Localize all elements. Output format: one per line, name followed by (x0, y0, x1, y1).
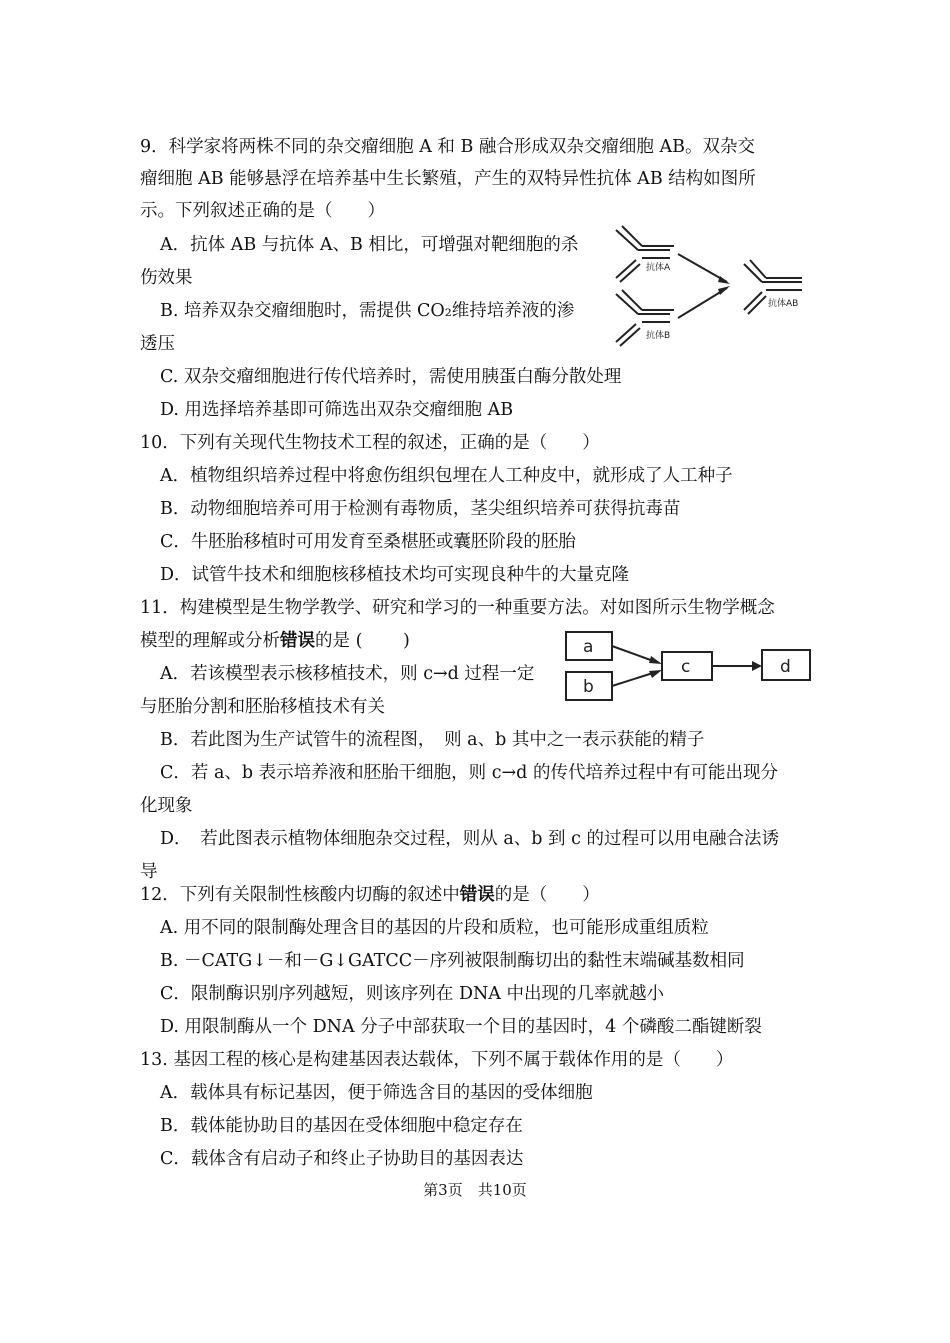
antibody-diagram (612, 222, 812, 352)
q11-option-a-line1: A．若该模型表示核移植技术，则 c→d 过程一定 (160, 664, 535, 684)
q12-option-b: B. －CATG↓－和－G↓GATCC－序列被限制酶切出的黏性末端碱基数相同 (160, 951, 745, 971)
q9-option-b-line2: 透压 (140, 334, 175, 354)
q9-option-c: C. 双杂交瘤细胞进行传代培养时，需使用胰蛋白酶分散处理 (160, 367, 622, 387)
box-c-label: c (681, 657, 691, 677)
q11-stem-post: 的是 ( ) (315, 631, 410, 651)
q11-option-c-line2: 化现象 (140, 796, 193, 816)
label-antibody-ab: 抗体AB (768, 299, 799, 309)
q10-option-c: C．牛胚胎移植时可用发育至桑椹胚或囊胚阶段的胚胎 (160, 532, 576, 552)
page-footer: 第3页 共10页 (423, 1181, 527, 1199)
q11-option-b: B．若此图为生产试管牛的流程图， 则 a、b 其中之一表示获能的精子 (160, 730, 705, 750)
q13-option-c: C．载体含有启动子和终止子协助目的基因表达 (160, 1149, 524, 1169)
concept-model-diagram (562, 628, 814, 706)
q12-stem (140, 883, 600, 907)
q11-option-c-line1: C．若 a、b 表示培养液和胚胎干细胞，则 c→d 的传代培养过程中有可能出现分 (160, 763, 778, 783)
q11-option-d-line1: D． 若此图表示植物体细胞杂交过程，则从 a、b 到 c 的过程可以用电融合法诱 (160, 829, 779, 849)
q13-option-b: B．载体能协助目的基因在受体细胞中稳定存在 (160, 1116, 523, 1136)
q11-option-a-line2: 与胚胎分割和胚胎移植技术有关 (140, 697, 385, 717)
q9-option-b-line1: B. 培养双杂交瘤细胞时，需提供 CO₂维持培养液的渗 (160, 301, 575, 321)
q10-stem: 10．下列有关现代生物技术工程的叙述，正确的是（ ） (140, 433, 600, 453)
q9-stem-line3: 示。下列叙述正确的是（ ） (140, 201, 385, 221)
q9-option-a-line2: 伤效果 (140, 268, 193, 288)
q9-stem-line1: 9．科学家将两株不同的杂交瘤细胞 A 和 B 融合形成双杂交瘤细胞 AB。双杂交 (140, 137, 755, 157)
q11-stem-emphasis: 错误 (280, 631, 315, 651)
q9-option-d: D. 用选择培养基即可筛选出双杂交瘤细胞 AB (160, 400, 514, 420)
q13-stem: 13. 基因工程的核心是构建基因表达载体，下列不属于载体作用的是（ ） (140, 1050, 734, 1070)
q10-option-a: A．植物组织培养过程中将愈伤组织包埋在人工种皮中，就形成了人工种子 (160, 466, 733, 486)
label-antibody-b: 抗体B (646, 331, 671, 341)
q11-stem-pre: 模型的理解或分析 (140, 631, 280, 651)
q10-option-b: B．动物细胞培养可用于检测有毒物质，茎尖组织培养可获得抗毒苗 (160, 499, 681, 519)
q12-option-a: A. 用不同的限制酶处理含目的基因的片段和质粒，也可能形成重组质粒 (160, 918, 709, 938)
q11-stem-line2 (140, 629, 410, 653)
box-a-label: a (583, 637, 594, 657)
box-d-label: d (780, 657, 791, 677)
q11-option-d-line2: 导 (140, 862, 158, 882)
q10-option-d: D．试管牛技术和细胞核移植技术均可实现良种牛的大量克隆 (160, 565, 630, 585)
label-antibody-a: 抗体A (646, 263, 671, 273)
q12-option-d: D. 用限制酶从一个 DNA 分子中部获取一个目的基因时，4 个磷酸二酯键断裂 (160, 1017, 762, 1037)
q12-stem-post: 的是（ ） (494, 885, 600, 905)
q13-option-a: A．载体具有标记基因，便于筛选含目的基因的受体细胞 (160, 1083, 593, 1103)
q12-option-c: C．限制酶识别序列越短，则该序列在 DNA 中出现的几率就越小 (160, 984, 664, 1004)
q12-stem-pre: 12．下列有关限制性核酸内切酶的叙述中 (140, 885, 460, 905)
box-b-label: b (583, 677, 594, 697)
q11-stem-line1: 11．构建模型是生物学教学、研究和学习的一种重要方法。对如图所示生物学概念 (140, 598, 775, 618)
q12-stem-emphasis: 错误 (459, 885, 495, 905)
q9-stem-line2: 瘤细胞 AB 能够悬浮在培养基中生长繁殖，产生的双特异性抗体 AB 结构如图所 (140, 169, 756, 189)
q9-option-a-line1: A．抗体 AB 与抗体 A、B 相比，可增强对靶细胞的杀 (160, 235, 579, 255)
